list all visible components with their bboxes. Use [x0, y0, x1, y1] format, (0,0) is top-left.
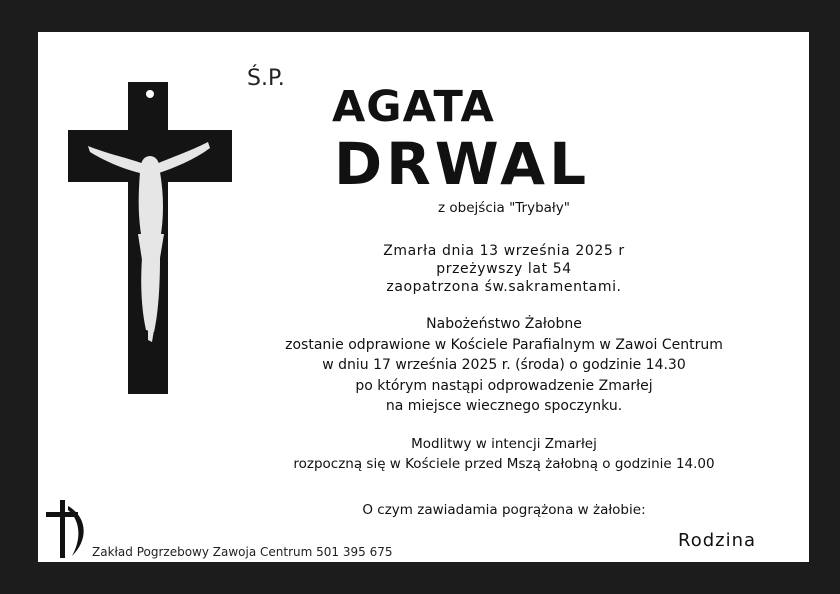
prayer-line-2: rozpoczną się w Kościele przed Mszą żałobną o godzinie 14.00: [293, 455, 715, 472]
death-line-2: przeżywszy lat 54: [436, 261, 572, 277]
notice-line: O czym zawiadamia pogrążona w żałobie:: [362, 502, 646, 518]
first-name: AGATA: [332, 82, 495, 132]
obituary-card: [38, 32, 809, 562]
service-line-3: w dniu 17 września 2025 r. (środa) o godzinie 14.30: [322, 357, 686, 373]
sp-abbreviation: Ś.P.: [247, 66, 285, 91]
service-line-5: na miejsce wiecznego spoczynku.: [385, 398, 623, 414]
family-signature: Rodzina: [678, 530, 757, 551]
death-info: [274, 242, 734, 296]
service-line-2: zostanie odprawione w Kościele Parafialnym w Zawoi Centrum: [285, 336, 723, 353]
origin-line: z obejścia "Trybały": [438, 200, 570, 216]
crucifix-icon: [58, 58, 238, 400]
death-line-1: Zmarła dnia 13 września 2025 r: [383, 243, 625, 259]
service-line-4: po którym nastąpi odprowadzenie Zmarłej: [355, 377, 653, 394]
prayer-info: [274, 435, 734, 474]
funeral-home-logo-icon: [42, 498, 90, 560]
prayer-line-1: Modlitwy w intencji Zmarłej: [411, 436, 597, 452]
service-line-1: Nabożeństwo Żałobne: [426, 316, 582, 332]
death-line-3: zaopatrzona św.sakramentami.: [386, 279, 622, 295]
service-info: [274, 314, 734, 417]
funeral-home-info: Zakład Pogrzebowy Zawoja Centrum 501 395 675: [92, 545, 393, 559]
last-name: DRWAL: [334, 130, 591, 198]
